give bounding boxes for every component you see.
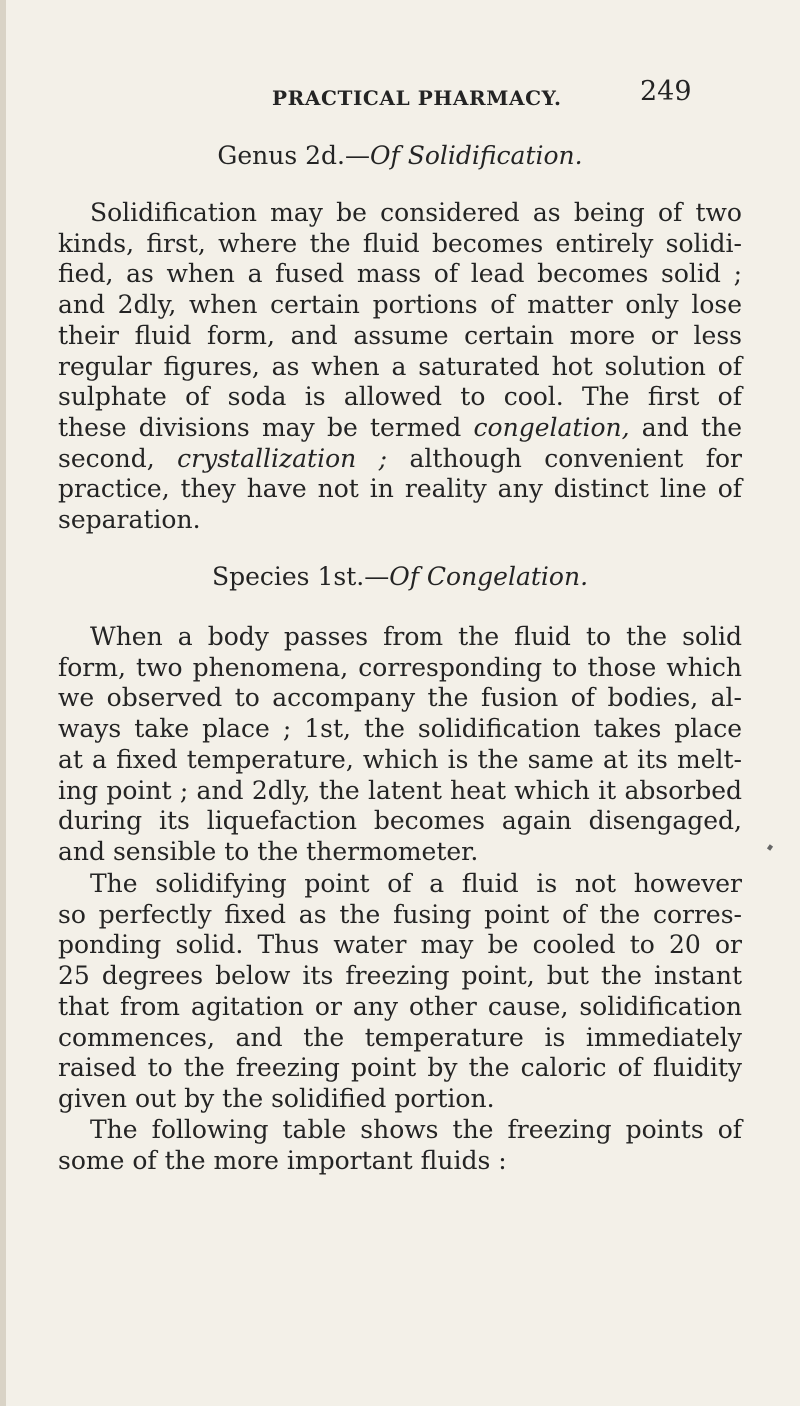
species-heading-title: Of Congelation. (389, 562, 589, 591)
genus-heading-title: Of Solidification. (370, 141, 583, 170)
text-line: The solidifying point of a fluid is not however (90, 869, 742, 898)
running-head: PRACTICAL PHARMACY. (272, 86, 562, 110)
text-line: and sensible to the thermometer. (58, 836, 479, 866)
text-line: form, two phenomena, corresponding to those which (58, 652, 742, 682)
text-line: raised to the freezing point by the caloric of fluidity (58, 1053, 742, 1083)
text-line: 25 degrees below its freezing point, but the instant (58, 961, 742, 991)
text-fragment: although convenient for (409, 443, 742, 473)
text-line: The following table shows the freezing points of (90, 1115, 742, 1144)
text-line: Solidification may be considered as being of two (90, 198, 742, 227)
page-edge-shadow (0, 0, 6, 1406)
text-line: fied, as when a fused mass of lead becomes solid ; (58, 259, 742, 289)
text-line: during its liquefaction becomes again disengaged, (58, 806, 742, 836)
text-line: their fluid form, and assume certain more or less (58, 320, 742, 350)
page-number: 249 (640, 76, 692, 107)
text-line: given out by the solidified portion. (58, 1083, 495, 1113)
text-line: we observed to accompany the fusion of bodies, al- (58, 683, 742, 713)
species-heading-prefix: Species 1st.— (211, 562, 390, 591)
text-line: regular figures, as when a saturated hot solution of (58, 351, 742, 381)
text-fragment: second, (58, 443, 155, 473)
paragraph-solidification (58, 198, 742, 536)
text-line: some of the more important fluids : (58, 1145, 507, 1175)
text-line: so perfectly fixed as the fusing point of the corres- (58, 899, 742, 929)
text-line: at a fixed temperature, which is the same at its melt- (58, 744, 742, 774)
term-congelation: congelation, (473, 412, 630, 442)
text-line-with-emphasis (58, 444, 742, 475)
genus-heading-prefix: Genus 2d.— (217, 141, 370, 170)
paragraph-congelation (58, 622, 742, 868)
species-heading (0, 562, 800, 591)
text-line-with-emphasis (58, 413, 742, 444)
text-line: practice, they have not in reality any distinct line of (58, 474, 742, 504)
text-line: ways take place ; 1st, the solidification takes place (58, 714, 742, 744)
paragraph-table-intro (58, 1115, 742, 1176)
text-fragment: and the (641, 412, 742, 442)
text-line: commences, and the temperature is immediately (58, 1022, 742, 1052)
text-line: and 2dly, when certain portions of matter only lose (58, 290, 742, 320)
text-fragment: these divisions may be termed (58, 412, 462, 442)
text-line: ponding solid. Thus water may be cooled to 20 or (58, 930, 742, 960)
text-line: ing point ; and 2dly, the latent heat which it absorbed (58, 775, 742, 805)
ink-speck (767, 844, 773, 850)
text-line: sulphate of soda is allowed to cool. The first of (58, 382, 742, 412)
term-crystallization: crystallization ; (177, 443, 388, 473)
paragraph-solidifying-point (58, 869, 742, 1115)
text-line: kinds, first, where the fluid becomes entirely solidi- (58, 228, 742, 258)
text-line: When a body passes from the fluid to the solid (90, 622, 742, 651)
genus-heading (0, 141, 800, 170)
text-line: that from agitation or any other cause, solidification (58, 991, 742, 1021)
text-line: separation. (58, 505, 201, 535)
